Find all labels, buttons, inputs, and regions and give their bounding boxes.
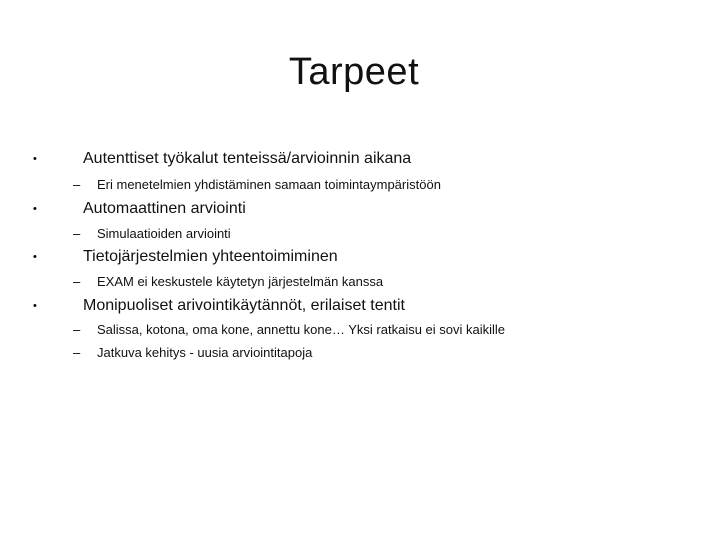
dash-icon: – xyxy=(73,226,81,241)
sub-bullet-text: EXAM ei keskustele käytetyn järjestelmän kanssa xyxy=(97,274,384,289)
sub-bullet-text: Salissa, kotona, oma kone, annettu kone… Yksi ratkaisu ei sovi kaikille xyxy=(97,322,506,337)
bullet-text: Monipuoliset arivointikäytännöt, erilaiset tentit xyxy=(83,297,405,314)
dash-icon: – xyxy=(73,177,81,192)
slide-title: Tarpeet xyxy=(288,51,420,93)
sub-bullet-text: Eri menetelmien yhdistäminen samaan toimintaympäristöön xyxy=(97,177,441,192)
bullet-icon: • xyxy=(33,153,37,165)
bullet-text: Autenttiset työkalut tenteissä/arvioinnin aikana xyxy=(83,150,412,167)
dash-icon: – xyxy=(73,345,81,360)
sub-bullet-text: Jatkuva kehitys - uusia arviointitapoja xyxy=(97,345,313,360)
dash-icon: – xyxy=(73,322,81,337)
bullet-icon: • xyxy=(33,300,37,312)
dash-icon: – xyxy=(73,274,81,289)
bullet-icon: • xyxy=(33,203,37,215)
bullet-text: Tietojärjestelmien yhteentoimiminen xyxy=(83,248,338,265)
sub-bullet-text: Simulaatioiden arviointi xyxy=(97,226,231,241)
bullet-icon: • xyxy=(33,251,37,263)
bullet-text: Automaattinen arviointi xyxy=(83,200,246,217)
